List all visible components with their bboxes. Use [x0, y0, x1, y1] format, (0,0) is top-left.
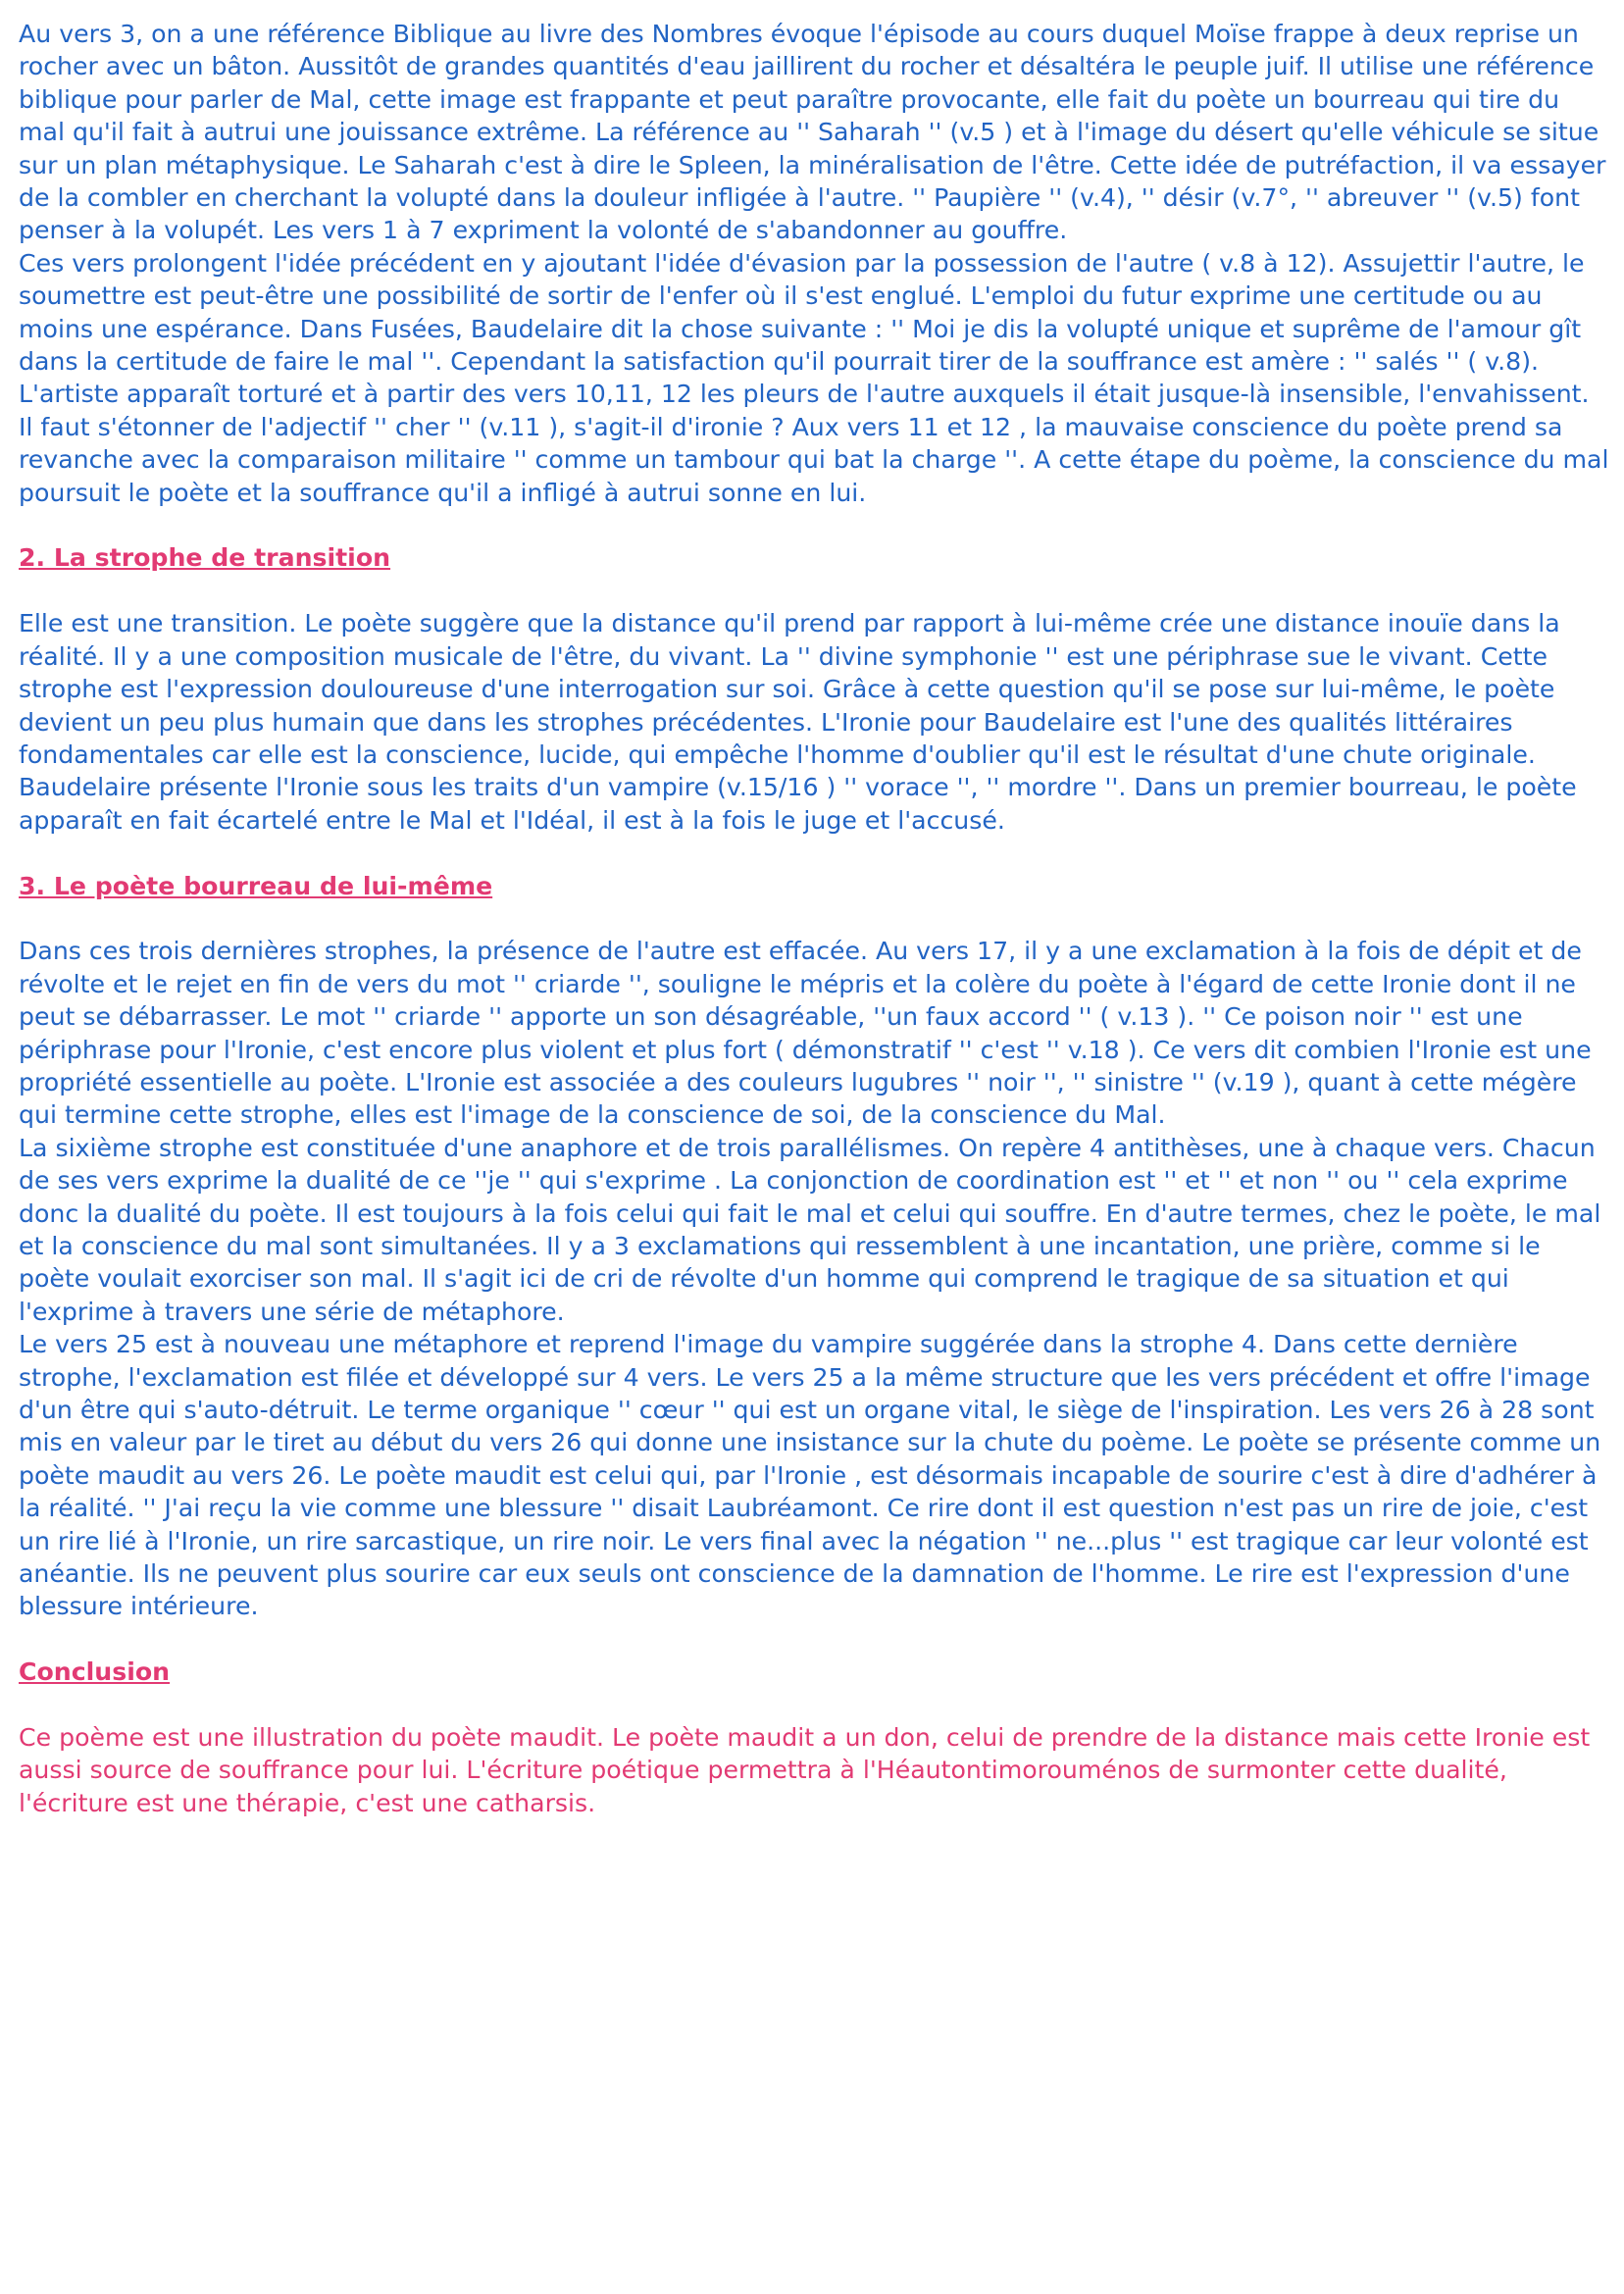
section3-paragraph-3: Le vers 25 est à nouveau une métaphore et reprend l'image du vampire suggérée dans la strophe 4. Dans cette dernière strophe, l'exclamation est filée et développé sur 4 vers. Le vers 25 a la même structure que les vers précédent et offre l'image d'un être qui s'auto-détruit. Le terme organique '' cœur '' qui est un organe vital, le siège de l'inspiration. Les vers 26 à 28 sont mis en valeur par le tiret au début du vers 26 qui donne une insistance sur la chute du poème. Le poète se présente comme un poète maudit au vers 26. Le poète maudit est celui qui, par l'Ironie , est désormais incapable de sourire c'est à dire d'adhérer à la réalité. '' J'ai reçu la vie comme une blessure '' disait Laubréamont. Ce rire dont il est question n'est pas un rire de joie, c'est un rire lié à l'Ironie, un rire sarcastique, un rire noir. Le vers final avec la négation '' ne...plus '' est tragique car leur volonté est anéantie. Ils ne peuvent plus sourire car eux seuls ont conscience de la damnation de l'homme. Le rire est l'expression d'une blessure intérieure.	[19, 1330, 1601, 1621]
conclusion-paragraph: Ce poème est une illustration du poète maudit. Le poète maudit a un don, celui de prendre de la distance mais cette Ironie est aussi source de souffrance pour lui. L'écriture poétique permettra à l'Héautontimorouménos de surmonter cette dualité, l'écriture est une thérapie, c'est une catharsis.	[19, 1723, 1591, 1817]
spacer	[19, 1623, 1609, 1656]
section3-paragraph-2: La sixième strophe est constituée d'une anaphore et de trois parallélismes. On repère 4 antithèses, une à chaque vers. Chacun de ses vers exprime la dualité de ce ''je '' qui s'exprime . La conjonction de coordination est '' et '' et non '' ou '' cela exprime donc la dualité du poète. Il est toujours à la fois celui qui fait le mal et celui qui souffre. En d'autre termes, chez le poète, le mal et la conscience du mal sont simultanées. Il y a 3 exclamations qui ressemblent à une incantation, une prière, comme si le poète voulait exorciser son mal. Il s'agit ici de cri de révolte d'un homme qui comprend le tragique de sa situation et qui l'exprime à travers une série de métaphore.	[19, 1133, 1601, 1326]
spacer	[19, 1689, 1609, 1721]
section2-heading: 2. La strophe de transition	[19, 543, 391, 573]
conclusion-heading: Conclusion	[19, 1657, 171, 1687]
section3-heading: 3. Le poète bourreau de lui-même	[19, 871, 493, 900]
spacer	[19, 902, 1609, 935]
document-page	[19, 18, 1609, 1819]
section1-paragraph-1: Au vers 3, on a une référence Biblique au livre des Nombres évoque l'épisode au cours duquel Moïse frappe à deux reprise un rocher avec un bâton. Aussitôt de grandes quantités d'eau jaillirent du rocher et désaltéra le peuple juif. Il utilise une référence biblique pour parler de Mal, cette image est frappante et peut paraître provocante, elle fait du poète un bourreau qui tire du mal qu'il fait à autrui une jouissance extrême. La référence au '' Saharah '' (v.5 ) et à l'image du désert qu'elle véhicule se situe sur un plan métaphysique. Le Saharah c'est à dire le Spleen, la minéralisation de l'être. Cette idée de putréfaction, il va essayer de la combler en cherchant la volupté dans la douleur infligée à l'autre. '' Paupière '' (v.4), '' désir (v.7°, '' abreuver '' (v.5) font penser à la volupét. Les vers 1 à 7 expriment la volonté de s'abandonner au gouffre.	[19, 20, 1606, 245]
spacer	[19, 837, 1609, 869]
section3-paragraph-1: Dans ces trois dernières strophes, la présence de l'autre est effacée. Au vers 17, il y a une exclamation à la fois de dépit et de révolte et le rejet en fin de vers du mot '' criarde '', souligne le mépris et la colère du poète à l'égard de cette Ironie dont il ne peut se débarrasser. Le mot '' criarde '' apporte un son désagréable, ''un faux accord '' ( v.13 ). '' Ce poison noir '' est une périphrase pour l'Ironie, c'est encore plus violent et plus fort ( démonstratif '' c'est '' v.18 ). Ce vers dit combien l'Ironie est une propriété essentielle au poète. L'Ironie est associée a des couleurs lugubres '' noir '', '' sinistre '' (v.19 ), quant à cette mégère qui termine cette strophe, elles est l'image de la conscience de soi, de la conscience du Mal.	[19, 937, 1592, 1130]
section1-paragraph-2: Ces vers prolongent l'idée précédent en y ajoutant l'idée d'évasion par la possession de l'autre ( v.8 à 12). Assujettir l'autre, le soumettre est peut-être une possibilité de sortir de l'enfer où il s'est englué. L'emploi du futur exprime une certitude ou au moins une espérance. Dans Fusées, Baudelaire dit la chose suivante : '' Moi je dis la volupté unique et suprême de l'amour gît dans la certitude de faire le mal ''. Cependant la satisfaction qu'il pourrait tirer de la souffrance est amère : '' salés '' ( v.8). L'artiste apparaît torturé et à partir des vers 10,11, 12 les pleurs de l'autre auxquels il était jusque-là insensible, l'envahissent. Il faut s'étonner de l'adjectif '' cher '' (v.11 ), s'agit-il d'ironie ? Aux vers 11 et 12 , la mauvaise conscience du poète prend sa revanche avec la comparaison militaire '' comme un tambour qui bat la charge ''. A cette étape du poème, la conscience du mal poursuit le poète et la souffrance qu'il a infligé à autrui sonne en lui.	[19, 248, 1609, 507]
section2-paragraph: Elle est une transition. Le poète suggère que la distance qu'il prend par rapport à lui-même crée une distance inouïe dans la réalité. Il y a une composition musicale de l'être, du vivant. La '' divine symphonie '' est une périphrase sue le vivant. Cette strophe est l'expression douloureuse d'une interrogation sur soi. Grâce à cette question qu'il se pose sur lui-même, le poète devient un peu plus humain que dans les strophes précédentes. L'Ironie pour Baudelaire est l'une des qualités littéraires fondamentales car elle est la conscience, lucide, qui empêche l'homme d'oublier qu'il est le résultat d'une chute originale. Baudelaire présente l'Ironie sous les traits d'un vampire (v.15/16 ) '' vorace '', '' mordre ''. Dans un premier bourreau, le poète apparaît en fait écartelé entre le Mal et l'Idéal, il est à la fois le juge et l'accusé.	[19, 609, 1577, 835]
spacer	[19, 575, 1609, 607]
spacer	[19, 509, 1609, 541]
